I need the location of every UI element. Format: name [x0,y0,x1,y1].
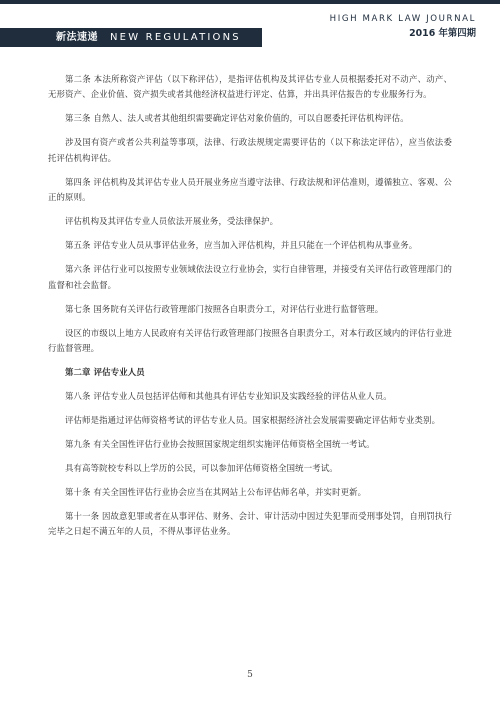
paragraph: 第九条 有关全国性评估行业协会按照国家规定组织实施评估师资格全国统一考试。 [65,439,375,450]
paragraph: 第三条 自然人、法人或者其他组织需要确定评估对象价值的，可以自愿委托评估机构评估。 [65,113,409,124]
paragraph: 设区的市级以上地方人民政府有关评估行政管理部门按照各自职责分工，对本行政区域内的评估行业进行监督管理。 [48,327,452,354]
journal-issue: 2016 年第四期 [409,28,476,39]
paragraph: 涉及国有资产或者公共利益等事项，法律、行政法规规定需要评估的（以下称法定评估），应当依法委托评估机构评估。 [48,137,452,163]
page-number: 5 [247,670,253,680]
paragraph: 第十条 有关全国性评估行业协会应当在其网站上公布评估师名单，并实时更新。 [65,487,367,498]
top-rule [0,0,500,4]
paragraph: 评估机构及其评估专业人员依法开展业务，受法律保护。 [65,216,279,227]
article-body [48,72,452,548]
paragraph: 第四条 评估机构及其评估专业人员开展业务应当遵守法律、行政法规和评估准则，遵循独立、客观、公正的原则。 [48,176,452,203]
paragraph: 第六条 评估行业可以按照专业领域依法设立行业协会，实行自律管理，并接受有关评估行政管理部门的监督和社会监督。 [48,264,452,290]
chapter-heading: 第二章 评估专业人员 [65,367,145,378]
paragraph: 具有高等院校专科以上学历的公民，可以参加评估师资格全国统一考试。 [65,463,338,474]
paragraph: 第七条 国务院有关评估行政管理部门按照各自职责分工，对评估行业进行监督管理。 [65,303,384,314]
paragraph: 第五条 评估专业人员从事评估业务，应当加入评估机构，并且只能在一个评估机构从事业务。 [65,240,418,251]
journal-name: HIGH MARK LAW JOURNAL [329,14,476,24]
paragraph: 第八条 评估专业人员包括评估师和其他具有评估专业知识及实践经验的评估从业人员。 [65,391,392,402]
paragraph: 第十一条 因故意犯罪或者在从事评估、财务、会计、审计活动中因过失犯罪而受刑事处罚，自刑罚执行完毕之日起不满五年的人员，不得从事评估业务。 [48,511,452,537]
section-title-en: NEW REGULATIONS [110,32,241,43]
journal-header [330,14,476,40]
paragraph: 评估师是指通过评估师资格考试的评估专业人员。国家根据经济社会发展需要确定评估师专业类别。 [65,415,441,426]
section-title-cn: 新法速递 [56,32,98,43]
paragraph: 第二条 本法所称资产评估（以下称评估），是指评估机构及其评估专业人员根据委托对不动产、动产、无形资产、企业价值、资产损失或者其他经济权益进行评定、估算，并出具评估报告的专业服务行为。 [48,74,452,100]
section-banner [0,28,262,47]
